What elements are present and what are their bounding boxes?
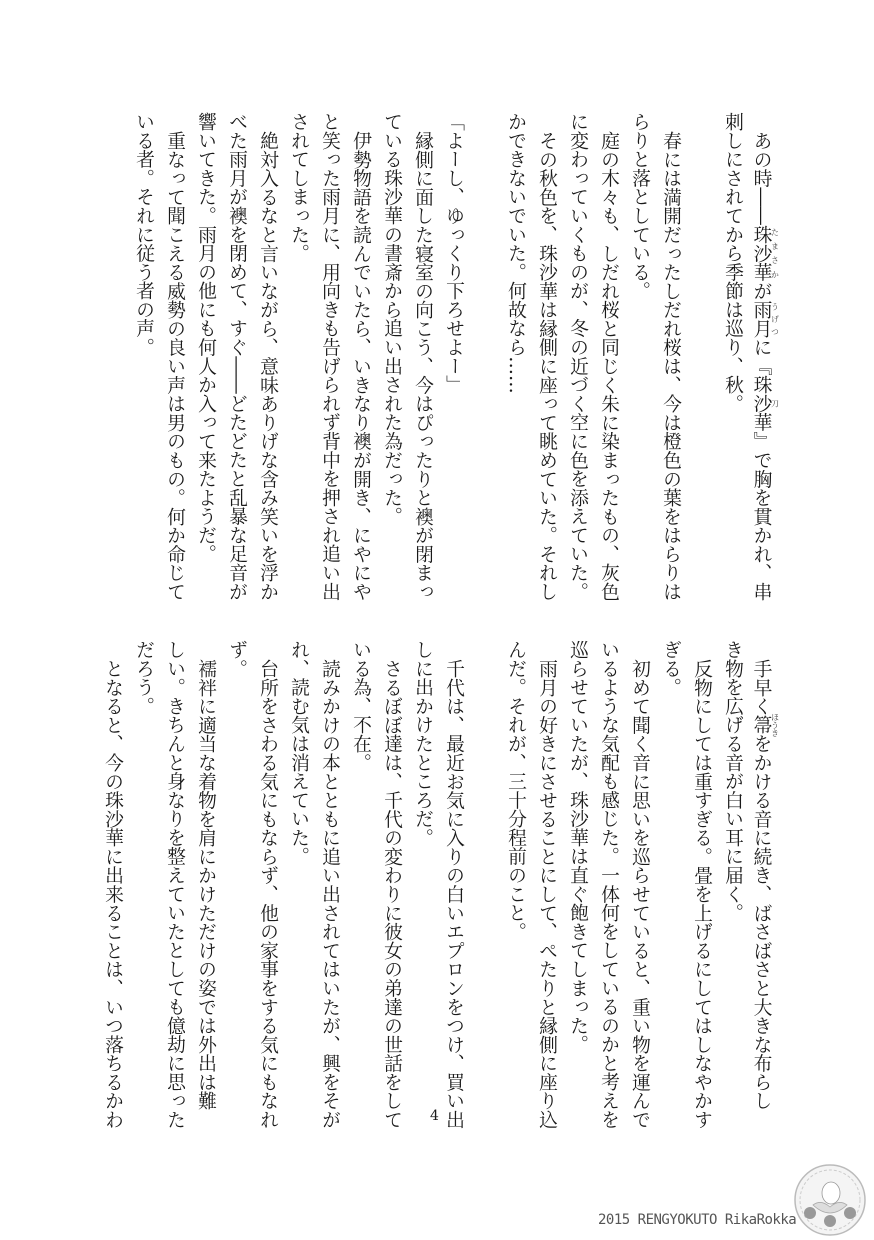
- text-segment: あの時――: [750, 130, 772, 225]
- text-segment: と笑った雨月に、用向きも告げられず背中を押され追い出: [319, 112, 340, 601]
- text-column: [531, 640, 562, 1132]
- text-column: [624, 112, 655, 604]
- text-column: [252, 640, 283, 1132]
- text-segment: かできないでいた。何故なら……: [505, 112, 526, 394]
- text-column: [593, 640, 624, 1132]
- text-column: [562, 640, 593, 1132]
- text-column: [221, 640, 252, 1132]
- text-column: [376, 640, 407, 1132]
- text-segment: いる為、不在。: [350, 640, 371, 772]
- text-column: [345, 640, 376, 1132]
- text-segment: 絶対入るなと言いながら、意味ありげな含み笑いを浮か: [257, 130, 278, 601]
- text-segment: 刺しにされてから季節は巡り、秋。: [722, 112, 743, 413]
- ruby-annotation: うげつ: [770, 299, 780, 338]
- text-segment: 重なって聞こえる威勢の良い声は男のもの。何か命じて: [164, 130, 185, 601]
- ruby-annotation: たまさか: [770, 224, 780, 282]
- text-segment: しに出かけたところだ。: [412, 640, 433, 847]
- text-segment: 千代は、最近お気に入りの白いエプロンをつけ、買い出: [443, 658, 464, 1129]
- copyright-credit: 2015 RENGYOKUTO RikaRokka: [598, 1212, 797, 1228]
- text-column: [748, 640, 779, 1132]
- ruby-base: 箒: [750, 712, 772, 737]
- text-segment: が: [750, 281, 772, 300]
- text-column: [159, 640, 190, 1132]
- text-segment: をかける音に続き、ばさばさと大きな布らし: [750, 733, 772, 1110]
- upper-text-block: [128, 112, 779, 604]
- text-segment: その秋色を、珠沙華は縁側に座って眺めていた。それし: [536, 130, 557, 601]
- text-segment: だろう。: [133, 640, 154, 716]
- text-column: [748, 112, 779, 604]
- text-column: [128, 640, 159, 1132]
- ruby-annotation: 刀: [770, 375, 780, 432]
- text-column: [624, 640, 655, 1132]
- text-segment: らりと落としている。: [629, 112, 650, 300]
- text-segment: んだ。それが、三十分程前のこと。: [505, 640, 526, 941]
- page-number: 4: [430, 1108, 439, 1124]
- ruby-word: [750, 375, 780, 432]
- text-segment: 庭の木々も、しだれ桜と同じく朱に染まったもの、灰色: [598, 130, 619, 601]
- text-column: [283, 112, 314, 604]
- text-column: [407, 640, 438, 1132]
- text-segment: 台所をさわる気にもならず、他の家事をする気にもなれ: [257, 658, 278, 1129]
- text-column: [500, 640, 531, 1132]
- text-column: [407, 112, 438, 604]
- text-segment: ている珠沙華の書斎から追い出された為だった。: [381, 112, 402, 526]
- text-segment: ぎる。: [660, 640, 681, 697]
- text-segment: いる者。それに従う者の声。: [133, 112, 154, 357]
- text-column: [438, 112, 469, 604]
- text-column: [717, 112, 748, 604]
- ruby-word: [750, 224, 780, 282]
- blank-line: [686, 112, 717, 604]
- text-segment: ず。: [226, 640, 247, 678]
- text-segment: 読みかけの本とともに追い出されてはいたが、興をそが: [319, 658, 340, 1129]
- text-column: [314, 112, 345, 604]
- ruby-base: 珠沙華: [750, 375, 772, 432]
- text-column: [655, 112, 686, 604]
- text-segment: 縁側に面した寝室の向こう、今はぴったりと襖が閉まっ: [412, 130, 433, 601]
- text-column: [717, 640, 748, 1132]
- blank-line: [469, 640, 500, 1132]
- text-segment: 巡らせていたが、珠沙華は直ぐ飽きてしまった。: [567, 640, 588, 1054]
- text-segment: 雨月の好きにさせることにして、ぺたりと縁側に座り込: [536, 658, 557, 1129]
- text-column: [562, 112, 593, 604]
- text-segment: されてしまった。: [288, 112, 309, 263]
- text-column: [190, 640, 221, 1132]
- text-column: [345, 112, 376, 604]
- text-segment: に『: [750, 337, 772, 376]
- text-segment: 反物にしては重すぎる。畳を上げるにしてはしなやかす: [691, 658, 712, 1129]
- text-column: [97, 640, 128, 1132]
- text-segment: しい。きちんと身なりを整えていたとしても億劫に思った: [164, 640, 185, 1129]
- ruby-word: [750, 299, 780, 338]
- text-segment: 「よーし、ゆっくり下ろせよー」: [443, 112, 464, 394]
- text-segment: さるぼぼ達は、千代の変わりに彼女の弟達の世話をして: [381, 658, 402, 1129]
- ruby-word: [750, 712, 780, 737]
- text-column: [252, 112, 283, 604]
- text-segment: 手早く: [750, 658, 772, 716]
- text-column: [438, 640, 469, 1132]
- text-segment: 伊勢物語を読んでいたら、いきなり襖が開き、にやにや: [350, 130, 371, 601]
- text-column: [376, 112, 407, 604]
- lower-text-block: [97, 640, 779, 1132]
- text-column: [128, 112, 159, 604]
- ruby-base: 雨月: [750, 299, 772, 338]
- ruby-annotation: ほうき: [770, 712, 780, 737]
- text-segment: 襦袢に適当な着物を肩にかけただけの姿では外出は難: [195, 658, 216, 1110]
- text-column: [283, 640, 314, 1132]
- text-segment: 春には満開だったしだれ桜は、今は橙色の葉をはらりは: [660, 130, 681, 601]
- text-column: [593, 112, 624, 604]
- ruby-base: 珠沙華: [750, 224, 772, 282]
- text-column: [314, 640, 345, 1132]
- text-column: [221, 112, 252, 604]
- text-segment: き物を広げる音が白い耳に届く。: [722, 640, 743, 922]
- text-segment: 』で胸を貫かれ、串: [750, 431, 772, 601]
- text-column: [500, 112, 531, 604]
- text-segment: 初めて聞く音に思いを巡らせていると、重い物を運んで: [629, 658, 650, 1129]
- text-segment: 響いてきた。雨月の他にも何人か入って来たようだ。: [195, 112, 216, 563]
- text-column: [655, 640, 686, 1132]
- text-column: [686, 640, 717, 1132]
- text-column: [531, 112, 562, 604]
- text-column: [190, 112, 221, 604]
- text-segment: べた雨月が襖を閉めて、すぐ――どたどたと乱暴な足音が: [226, 112, 247, 601]
- text-segment: に変わっていくものが、冬の近づく空に色を添えていた。: [567, 112, 588, 601]
- blank-line: [469, 112, 500, 604]
- text-segment: いるような気配も感じた。一体何をしているのかと考えを: [598, 640, 619, 1129]
- text-segment: となると、今の珠沙華に出来ることは、いつ落ちるかわ: [102, 658, 123, 1129]
- circle-seal-logo-icon: [793, 1163, 867, 1237]
- text-column: [159, 112, 190, 604]
- text-segment: れ、読む気は消えていた。: [288, 640, 309, 866]
